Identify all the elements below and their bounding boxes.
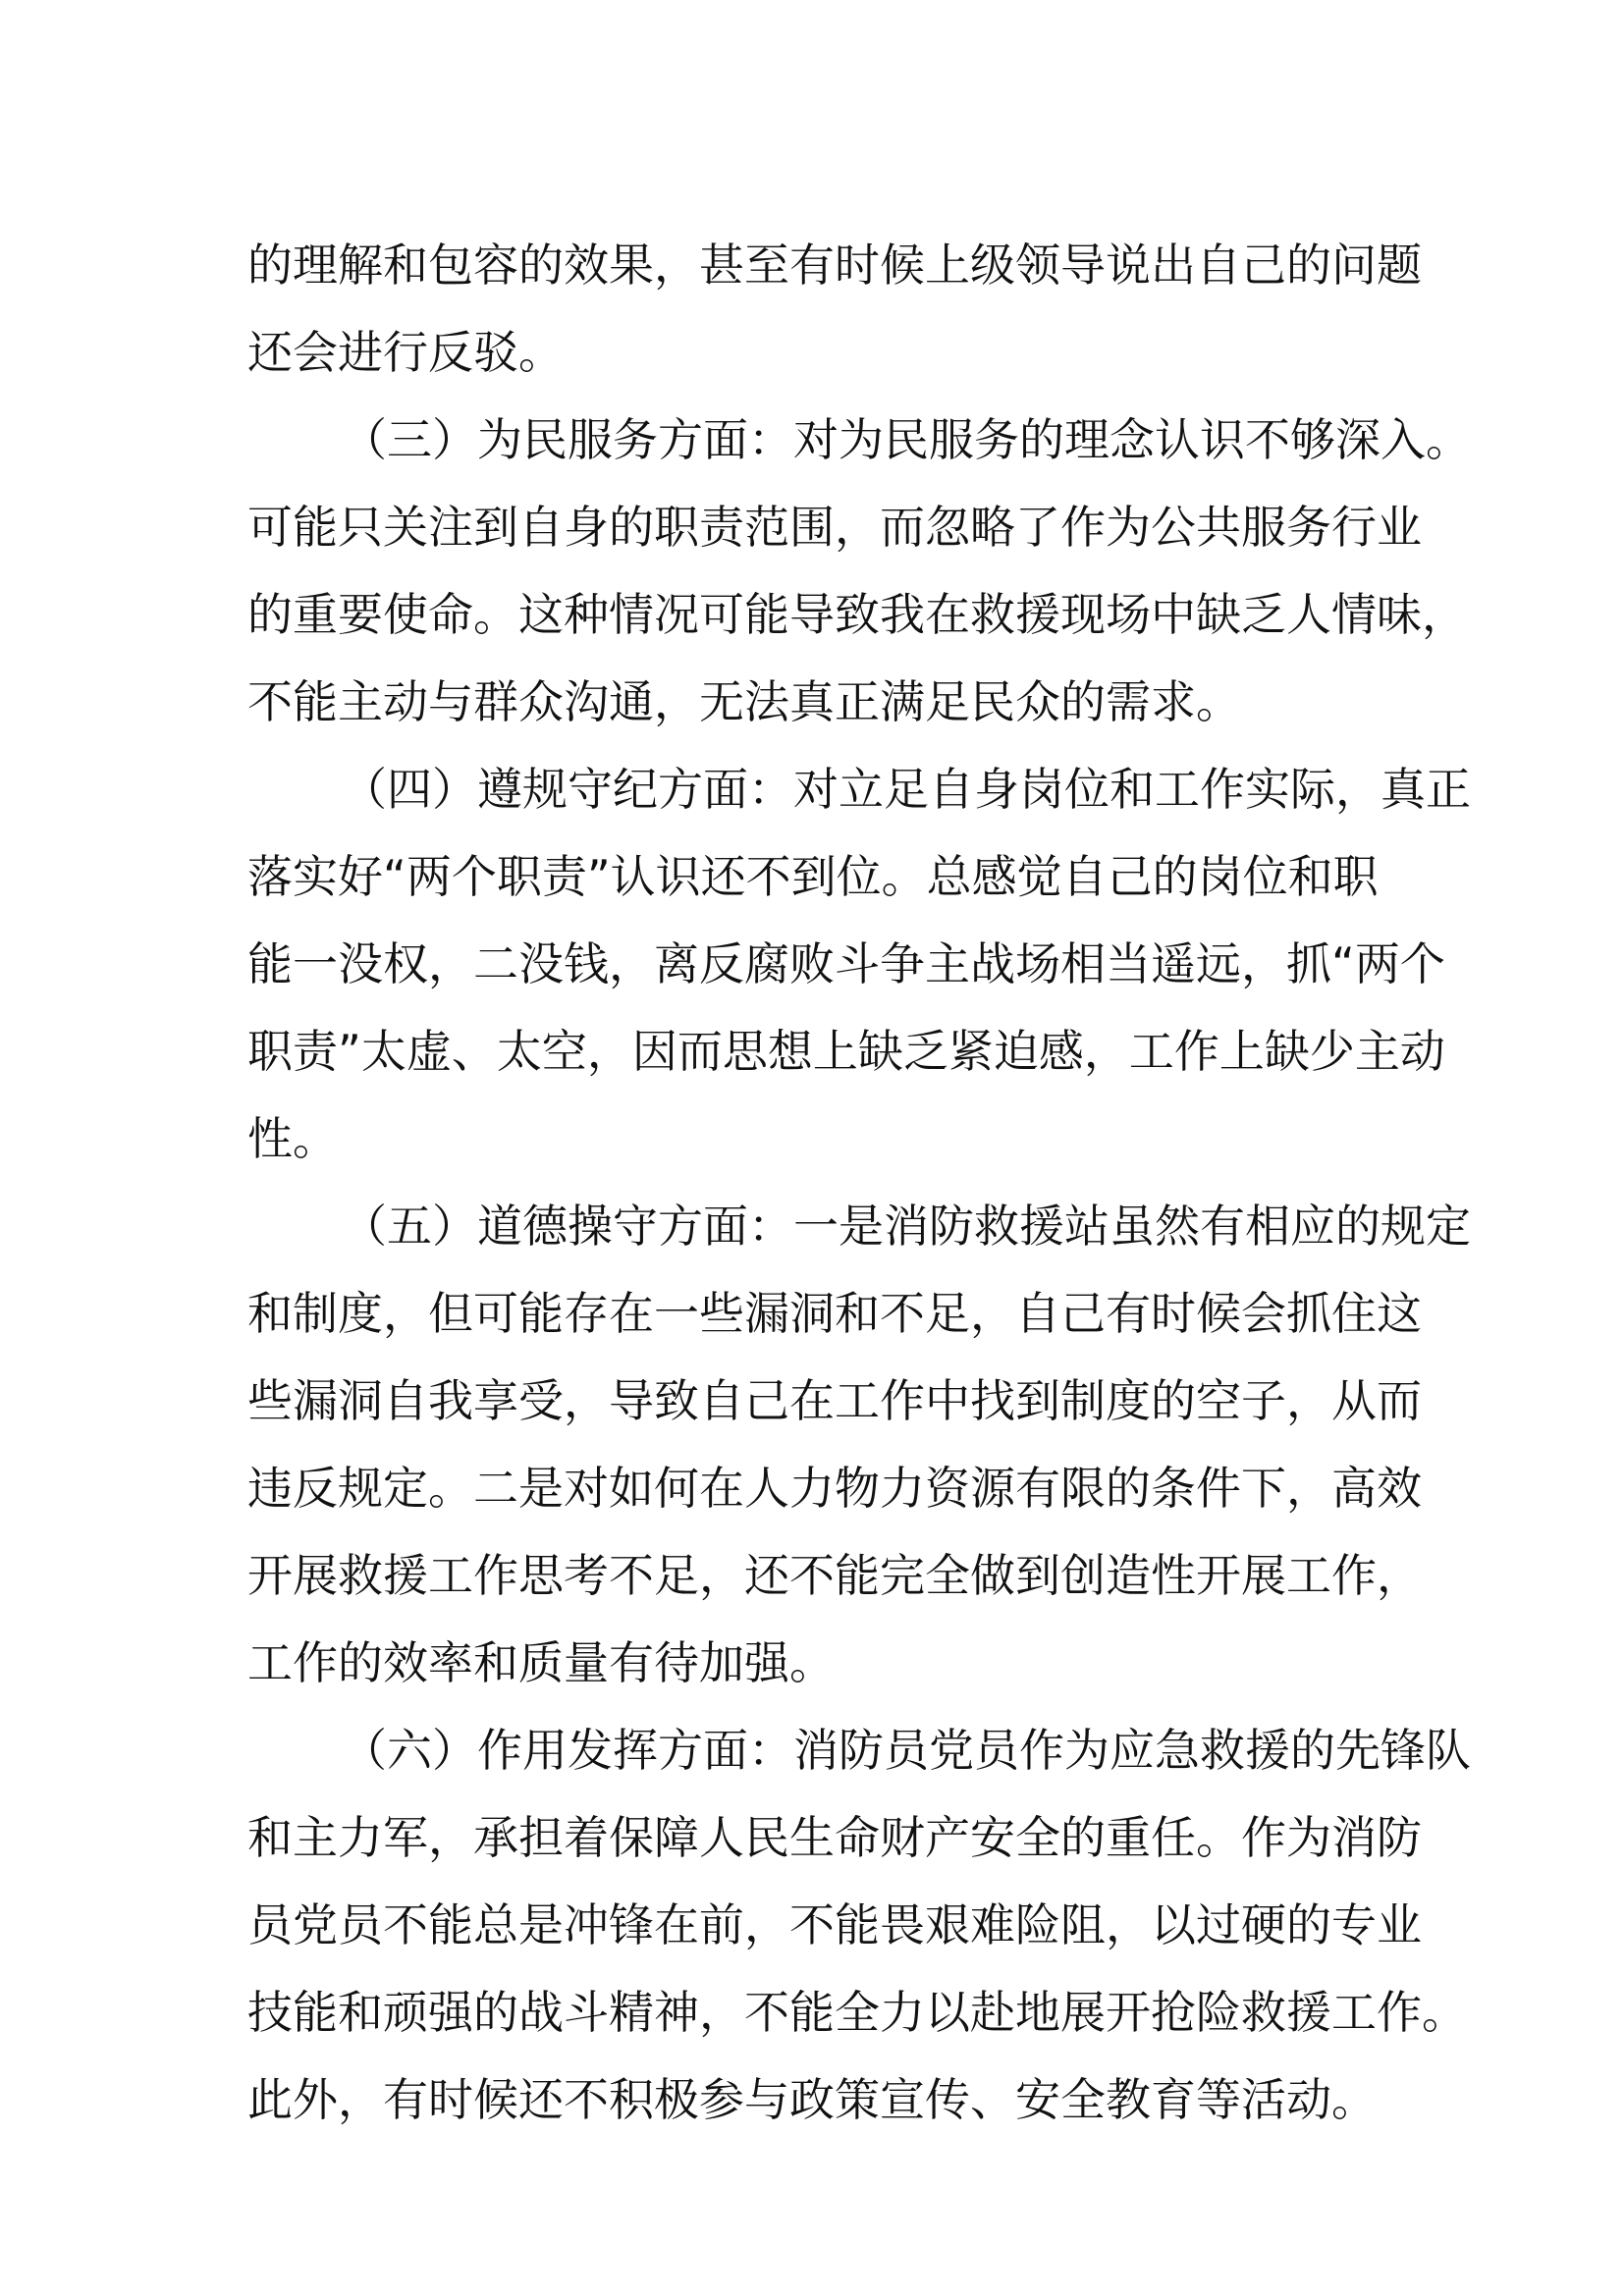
text-line: 此外，有时候还不积极参与政策宣传、安全教育等活动。 [247, 2073, 1377, 2126]
text-line: 落实好“两个职责”认识还不到位。总感觉自己的岗位和职 [247, 850, 1379, 903]
section-heading-line: （三）为民服务方面：对为民服务的理念认识不够深入。 [342, 413, 1471, 466]
text-line: 职责”太虚、太空，因而思想上缺乏紧迫感，工作上缺少主动 [247, 1025, 1445, 1078]
text-line: 的重要使命。这种情况可能导致我在救援现场中缺乏人情味， [247, 588, 1467, 641]
text-line: 技能和顽强的战斗精神，不能全力以赴地展开抢险救援工作。 [247, 1986, 1467, 2039]
section-heading-line: （四）遵规守纪方面：对立足自身岗位和工作实际，真正 [342, 763, 1471, 816]
text-line: 些漏洞自我享受，导致自己在工作中找到制度的空子，从而 [247, 1374, 1422, 1427]
text-line: 性。 [247, 1112, 338, 1165]
text-line: 不能主动与群众沟通，无法真正满足民众的需求。 [247, 675, 1241, 728]
text-line: 员党员不能总是冲锋在前，不能畏艰难险阻，以过硬的专业 [247, 1898, 1422, 1951]
section-heading-line: （六）作用发挥方面：消防员党员作为应急救援的先锋队 [342, 1724, 1471, 1777]
text-line: 开展救援工作思考不足，还不能完全做到创造性开展工作， [247, 1549, 1422, 1602]
text-line: 工作的效率和质量有待加强。 [247, 1636, 835, 1689]
text-line: 能一没权，二没钱，离反腐败斗争主战场相当遥远，抓“两个 [247, 937, 1445, 990]
text-line: 还会进行反驳。 [247, 326, 564, 379]
text-line: 可能只关注到自身的职责范围，而忽略了作为公共服务行业 [247, 501, 1422, 554]
text-line: 的理解和包容的效果，甚至有时候上级领导说出自己的问题 [247, 239, 1422, 292]
text-line: 违反规定。二是对如何在人力物力资源有限的条件下，高效 [247, 1462, 1422, 1515]
section-heading-line: （五）道德操守方面：一是消防救援站虽然有相应的规定 [342, 1200, 1471, 1253]
text-line: 和主力军，承担着保障人民生命财产安全的重任。作为消防 [247, 1811, 1422, 1864]
text-line: 和制度，但可能存在一些漏洞和不足，自己有时候会抓住这 [247, 1287, 1422, 1340]
document-body [247, 222, 1471, 2144]
